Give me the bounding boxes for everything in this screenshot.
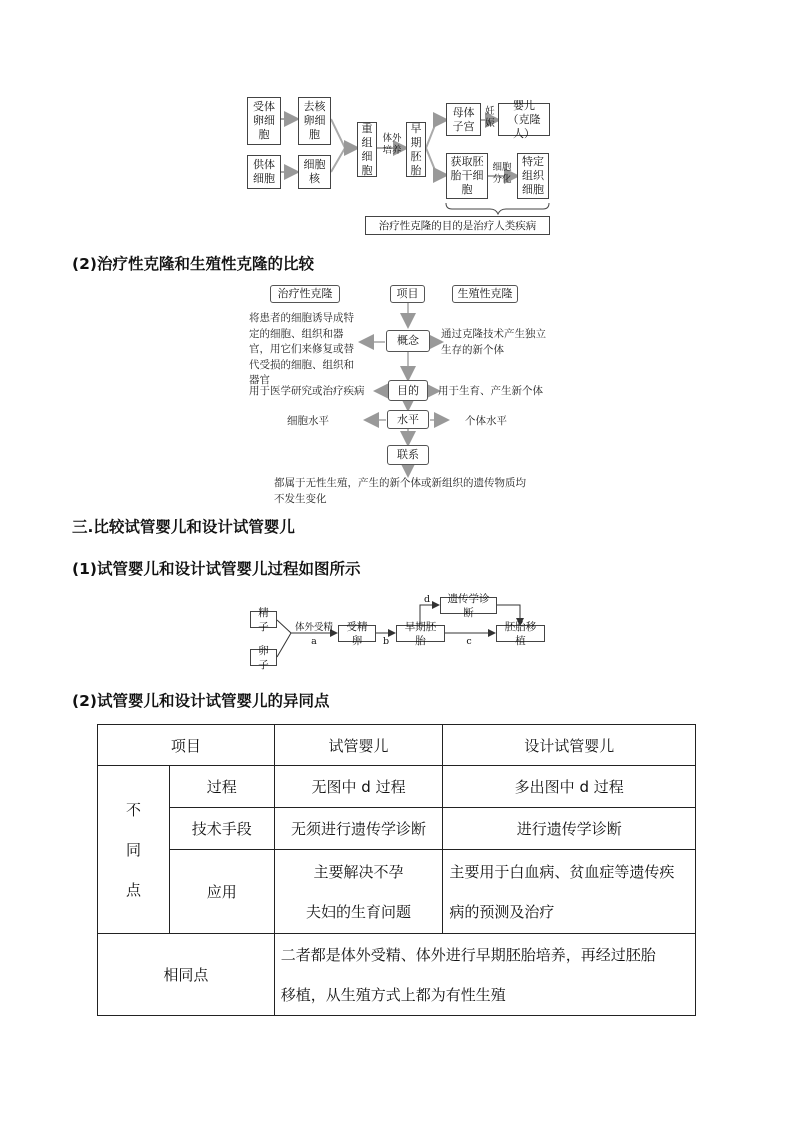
embryo-transfer-box: 胚胎移植 <box>496 625 545 642</box>
reproductive-purpose-text: 用于生育、产生新个体 <box>438 385 543 397</box>
same-text <box>274 934 695 1016</box>
process-ivf: 无图中 d 过程 <box>274 766 443 808</box>
process-label: 过程 <box>169 766 274 808</box>
same-text-line2: 移植，从生殖方式上都为有性生殖 <box>280 985 506 1004</box>
relation-text: 都属于无性生殖，产生的新个体或新组织的遗传物质均不发生变化 <box>274 477 526 505</box>
relation-box: 联系 <box>387 445 429 465</box>
therapeutic-concept-text: 将患者的细胞诱导成特定的细胞、组织和器官，用它们来修复或替代受损的细胞、组织和器官 <box>249 312 354 386</box>
process-designed: 多出图中 d 过程 <box>443 766 696 808</box>
table-row <box>98 766 696 808</box>
early-embryo-box: 早 期 胚 胎 <box>406 122 426 177</box>
recipient-egg-box: 受体 卵细 胞 <box>247 97 281 145</box>
application-ivf <box>274 850 443 934</box>
reproductive-clone-box: 生殖性克隆 <box>452 285 518 303</box>
diff-cell <box>98 766 170 934</box>
therapeutic-clone-box: 治疗性克隆 <box>270 285 340 303</box>
technique-label: 技术手段 <box>169 808 274 850</box>
reproductive-concept-text: 通过克隆技术产生独立生存的新个体 <box>441 328 546 356</box>
zygote-box: 受精卵 <box>338 625 376 642</box>
ivf-label: 体外受精 <box>294 622 333 633</box>
table-row <box>98 808 696 850</box>
concept-box: 概念 <box>386 330 430 352</box>
header-designed: 设计试管婴儿 <box>443 725 696 766</box>
table-header-row <box>98 725 696 766</box>
section3-heading: 三.比较试管婴儿和设计试管婴儿 <box>72 518 295 536</box>
sperm-box: 精子 <box>250 611 277 628</box>
baby-box: 婴儿 （克隆人） <box>498 103 550 136</box>
in-vitro-culture-label: 体外 培养 <box>382 133 402 156</box>
purpose-note: 治疗性克隆的目的是治疗人类疾病 <box>365 216 550 235</box>
d-label: d <box>423 594 431 605</box>
section2-heading: (2)治疗性克隆和生殖性克隆的比较 <box>72 255 314 273</box>
header-ivf: 试管婴儿 <box>274 725 443 766</box>
nucleus-box: 细胞 核 <box>298 155 331 189</box>
technique-ivf: 无须进行遗传学诊断 <box>274 808 443 850</box>
b-label: b <box>382 636 390 647</box>
recombined-cell-box: 重 组 细 胞 <box>357 122 377 177</box>
c-label: c <box>466 636 472 647</box>
application-designed <box>443 850 696 934</box>
application-ivf-line1: 主要解决不孕 <box>313 862 404 881</box>
reproductive-level-text: 个体水平 <box>465 415 507 427</box>
section3-sub2: (2)试管婴儿和设计试管婴儿的异同点 <box>72 692 330 710</box>
genetic-diagnosis-box: 遗传学诊断 <box>440 597 497 614</box>
application-designed-line2: 病的预测及治疗 <box>449 902 555 921</box>
header-item: 项目 <box>98 725 275 766</box>
diff-char-2: 同 <box>125 840 141 859</box>
technique-designed: 进行遗传学诊断 <box>443 808 696 850</box>
a-label: a <box>311 636 317 647</box>
same-label: 相同点 <box>98 934 275 1016</box>
mother-uterus-box: 母体 子宫 <box>446 103 481 136</box>
application-label: 应用 <box>169 850 274 934</box>
embryonic-stem-box: 获取胚 胎干细 胞 <box>446 153 488 199</box>
purpose-box: 目的 <box>388 380 428 401</box>
item-box: 项目 <box>390 285 425 303</box>
level-box: 水平 <box>387 410 429 429</box>
same-text-line1: 二者都是体外受精、体外进行早期胚胎培养，再经过胚胎 <box>280 945 656 964</box>
diff-char-3: 点 <box>125 880 141 899</box>
table-row <box>98 934 696 1016</box>
comparison-table <box>97 724 696 1016</box>
specific-tissue-box: 特定 组织 细胞 <box>517 153 549 199</box>
application-ivf-line2: 夫妇的生育问题 <box>306 902 412 921</box>
early-embryo-box-2: 早期胚胎 <box>396 625 445 642</box>
enucleated-egg-box: 去核 卵细 胞 <box>298 97 331 145</box>
table-row <box>98 850 696 934</box>
section3-sub1: (1)试管婴儿和设计试管婴儿过程如图所示 <box>72 560 361 578</box>
therapeutic-purpose-text: 用于医学研究或治疗疾病 <box>249 385 365 397</box>
diff-char-1: 不 <box>125 800 141 819</box>
donor-cell-box: 供体 细胞 <box>247 155 281 189</box>
differentiation-label: 细胞 分化 <box>492 162 512 185</box>
pregnancy-label: 妊 娠 <box>485 106 495 129</box>
application-designed-line1: 主要用于白血病、贫血症等遗传疾 <box>449 862 675 881</box>
egg-box: 卵子 <box>250 649 277 666</box>
therapeutic-level-text: 细胞水平 <box>287 415 329 427</box>
